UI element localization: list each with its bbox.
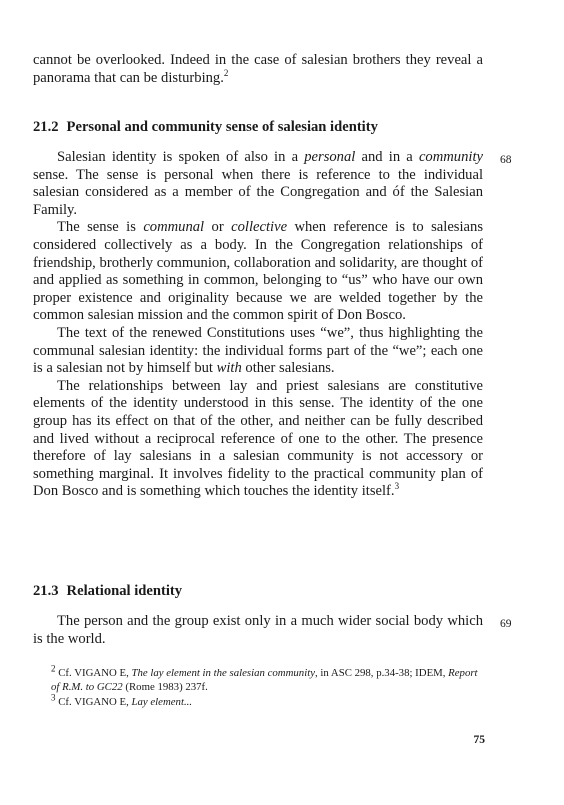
section-heading-21-3 <box>33 582 182 600</box>
page-number: 75 <box>473 734 485 746</box>
paragraph: The person and the group exist only in a much wider social body which is the world. <box>33 613 483 647</box>
paragraph: The sense is communal or collective when reference is to salesians considered collectively as a body. In the Congregation relationships of friendship, brotherly communion, collaboration and solidarity, are thought of and applied as something in common, belonging to “us” who have our own proper existence and originality because we are welded together by the common salesian mission and the common spirit of Don Bosco. <box>33 219 483 324</box>
margin-number-69: 69 <box>500 618 512 630</box>
paragraph: The relationships between lay and priest salesians are constitutive elements of the identity understood in this sense. The identity of the one group has its effect on that of the other, and neither can be fully described and lived without a reciprocal reference of one to the other. The presence therefore of lay salesians in a salesian community is not accessory or something marginal. It involves fidelity to the practical community plan of Don Bosco and is something which touches the identity itself.$^3$ <box>33 377 483 500</box>
top-paragraph <box>33 52 483 87</box>
margin-number-68: 68 <box>500 154 512 166</box>
top-paragraph-text: cannot be overlooked. Indeed in the case of salesian brothers they reveal a panorama that can be disturbing. <box>33 52 483 86</box>
paragraph: Salesian identity is spoken of also in a personal and in a community sense. The sense is personal when there is reference to the individual salesian considered as a member of the Congregation and óf the Salesian Family. <box>33 149 483 218</box>
section-title: Relational identity <box>66 583 183 599</box>
footnote-3: $^3$ Cf. VIGANO E, Lay element... <box>51 692 193 708</box>
section-number: 21.2 <box>33 119 59 135</box>
footnote-2: $^2$ Cf. VIGANO E, The lay element in the salesian community, in ASC 298, p.34-38; IDEM, Report of R.M. to GC22 (Rome 1983) 237f. <box>51 663 478 693</box>
footnote-ref-2: 2 <box>223 67 229 78</box>
section-21-3-body <box>33 613 483 648</box>
section-heading-21-2 <box>33 118 378 136</box>
section-title: Personal and community sense of salesian identity <box>66 119 378 135</box>
footnote-ref-3: 3 <box>394 481 400 492</box>
section-number: 21.3 <box>33 583 59 599</box>
paragraph: The text of the renewed Constitutions uses “we”, thus highlighting the communal salesian identity: the individual forms part of the “we”; each one is a salesian not by himself but with other salesians. <box>33 324 483 377</box>
section-21-2-body <box>33 149 483 501</box>
